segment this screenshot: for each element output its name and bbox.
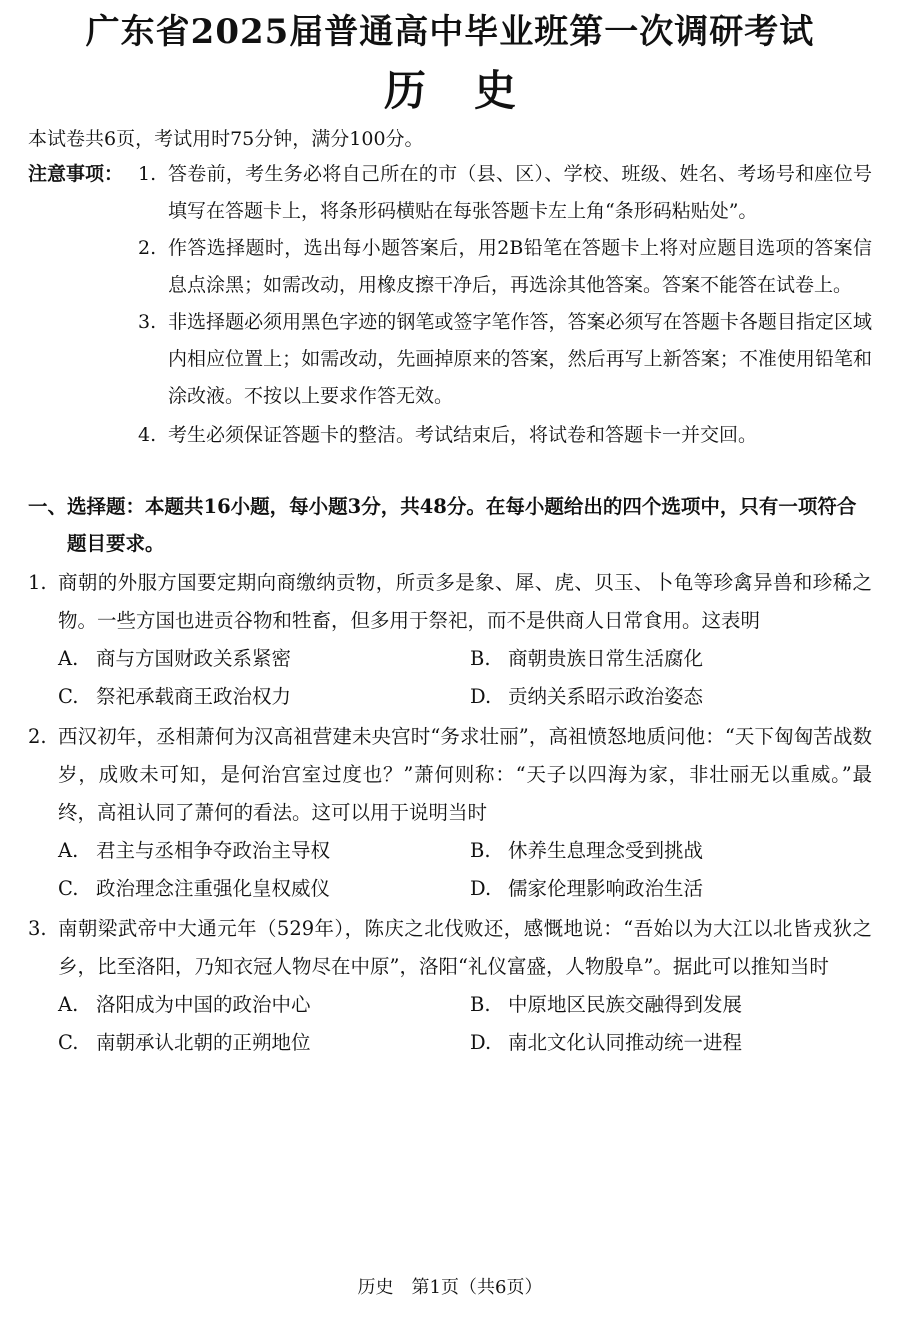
note-item: [28, 417, 872, 454]
option-letter: B.: [470, 993, 491, 1016]
option-letter: D.: [470, 1031, 492, 1054]
notes-block: [28, 156, 872, 454]
note-item: [28, 230, 872, 304]
option-letter: C.: [58, 877, 79, 900]
option-c: [58, 678, 470, 716]
section-text: 选择题：本题共16小题，每小题3分，共48分。在每小题给出的四个选项中，只有一项符合题目要求。: [67, 495, 857, 555]
question-stem: 西汉初年，丞相萧何为汉高祖营建未央宫时“务求壮丽”，高祖愤怒地质问他：“天下匈匈苦战数岁，成败未可知，是何治宫室过度也？”萧何则称：“天子以四海为家，非壮丽无以重威。”最终，高祖认同了萧何的看法。这可以用于说明当时: [58, 725, 872, 824]
note-text: 答卷前，考生务必将自己所在的市（县、区）、学校、班级、姓名、考场号和座位号填写在答题卡上，将条形码横贴在每张答题卡左上角“条形码粘贴处”。: [168, 163, 872, 222]
option-b: [470, 986, 870, 1024]
exam-title: 广东省2025届普通高中毕业班第一次调研考试: [85, 12, 815, 52]
question-1: [28, 564, 872, 716]
question-stem: 南朝梁武帝中大通元年（529年），陈庆之北伐败还，感慨地说：“吾始以为大江以北皆戎狄之乡，比至洛阳，乃知衣冠人物尽在中原”，洛阳“礼仪富盛，人物殷阜”。据此可以推知当时: [58, 917, 872, 978]
option-text: 儒家伦理影响政治生活: [508, 877, 704, 900]
option-letter: A.: [58, 839, 79, 862]
note-text: 考生必须保证答题卡的整洁。考试结束后，将试卷和答题卡一并交回。: [168, 424, 758, 446]
exam-intro: 本试卷共6页，考试用时75分钟，满分100分。: [28, 128, 424, 150]
note-item: [28, 304, 872, 415]
option-letter: C.: [58, 685, 79, 708]
option-c: [58, 1024, 470, 1062]
option-text: 南北文化认同推动统一进程: [508, 1031, 743, 1054]
option-a: [58, 832, 470, 870]
options-grid: [28, 986, 872, 1062]
options-grid: [28, 640, 872, 716]
option-text: 中原地区民族交融得到发展: [508, 993, 743, 1016]
option-text: 休养生息理念受到挑战: [508, 839, 704, 862]
option-text: 祭祀承载商王政治权力: [96, 685, 292, 708]
option-d: [470, 870, 870, 908]
option-letter: D.: [470, 877, 492, 900]
option-letter: A.: [58, 647, 79, 670]
note-text: 作答选择题时，选出每小题答案后，用2B铅笔在答题卡上将对应题目选项的答案信息点涂黑；如需改动，用橡皮擦干净后，再选涂其他答案。答案不能答在试卷上。: [168, 237, 872, 296]
option-text: 政治理念注重强化皇权威仪: [96, 877, 331, 900]
notes-label: 注意事项：: [28, 163, 124, 185]
section-number: 一、: [28, 495, 68, 518]
option-d: [470, 1024, 870, 1062]
option-letter: B.: [470, 839, 491, 862]
option-text: 贡纳关系昭示政治姿态: [508, 685, 704, 708]
question-2: [28, 718, 872, 908]
option-c: [58, 870, 470, 908]
page-footer: 历史 第1页（共6页）: [357, 1277, 543, 1298]
note-text: 非选择题必须用黑色字迹的钢笔或签字笔作答，答案必须写在答题卡各题目指定区域内相应位置上；如需改动，先画掉原来的答案，然后再写上新答案；不准使用铅笔和涂改液。不按以上要求作答无效。: [168, 311, 872, 407]
option-b: [470, 832, 870, 870]
question-number: 3.: [28, 917, 47, 940]
option-a: [58, 986, 470, 1024]
question-3: [28, 910, 872, 1062]
note-number: 2.: [138, 237, 157, 259]
option-d: [470, 678, 870, 716]
section-heading: [28, 488, 872, 562]
question-number: 1.: [28, 571, 47, 594]
option-letter: D.: [470, 685, 492, 708]
question-number: 2.: [28, 725, 47, 748]
note-number: 4.: [138, 424, 157, 446]
subject-title: 历史: [383, 66, 564, 115]
option-a: [58, 640, 470, 678]
option-text: 洛阳成为中国的政治中心: [96, 993, 311, 1016]
option-text: 君主与丞相争夺政治主导权: [96, 839, 331, 862]
note-item: [28, 156, 872, 230]
option-letter: B.: [470, 647, 491, 670]
option-b: [470, 640, 870, 678]
option-text: 南朝承认北朝的正朔地位: [96, 1031, 311, 1054]
option-text: 商朝贵族日常生活腐化: [508, 647, 704, 670]
note-number: 3.: [138, 311, 157, 333]
note-number: 1.: [138, 163, 157, 185]
option-letter: C.: [58, 1031, 79, 1054]
options-grid: [28, 832, 872, 908]
option-letter: A.: [58, 993, 79, 1016]
option-text: 商与方国财政关系紧密: [96, 647, 292, 670]
question-stem: 商朝的外服方国要定期向商缴纳贡物，所贡多是象、犀、虎、贝玉、卜龟等珍禽异兽和珍稀之物。一些方国也进贡谷物和牲畜，但多用于祭祀，而不是供商人日常食用。这表明: [58, 571, 872, 632]
